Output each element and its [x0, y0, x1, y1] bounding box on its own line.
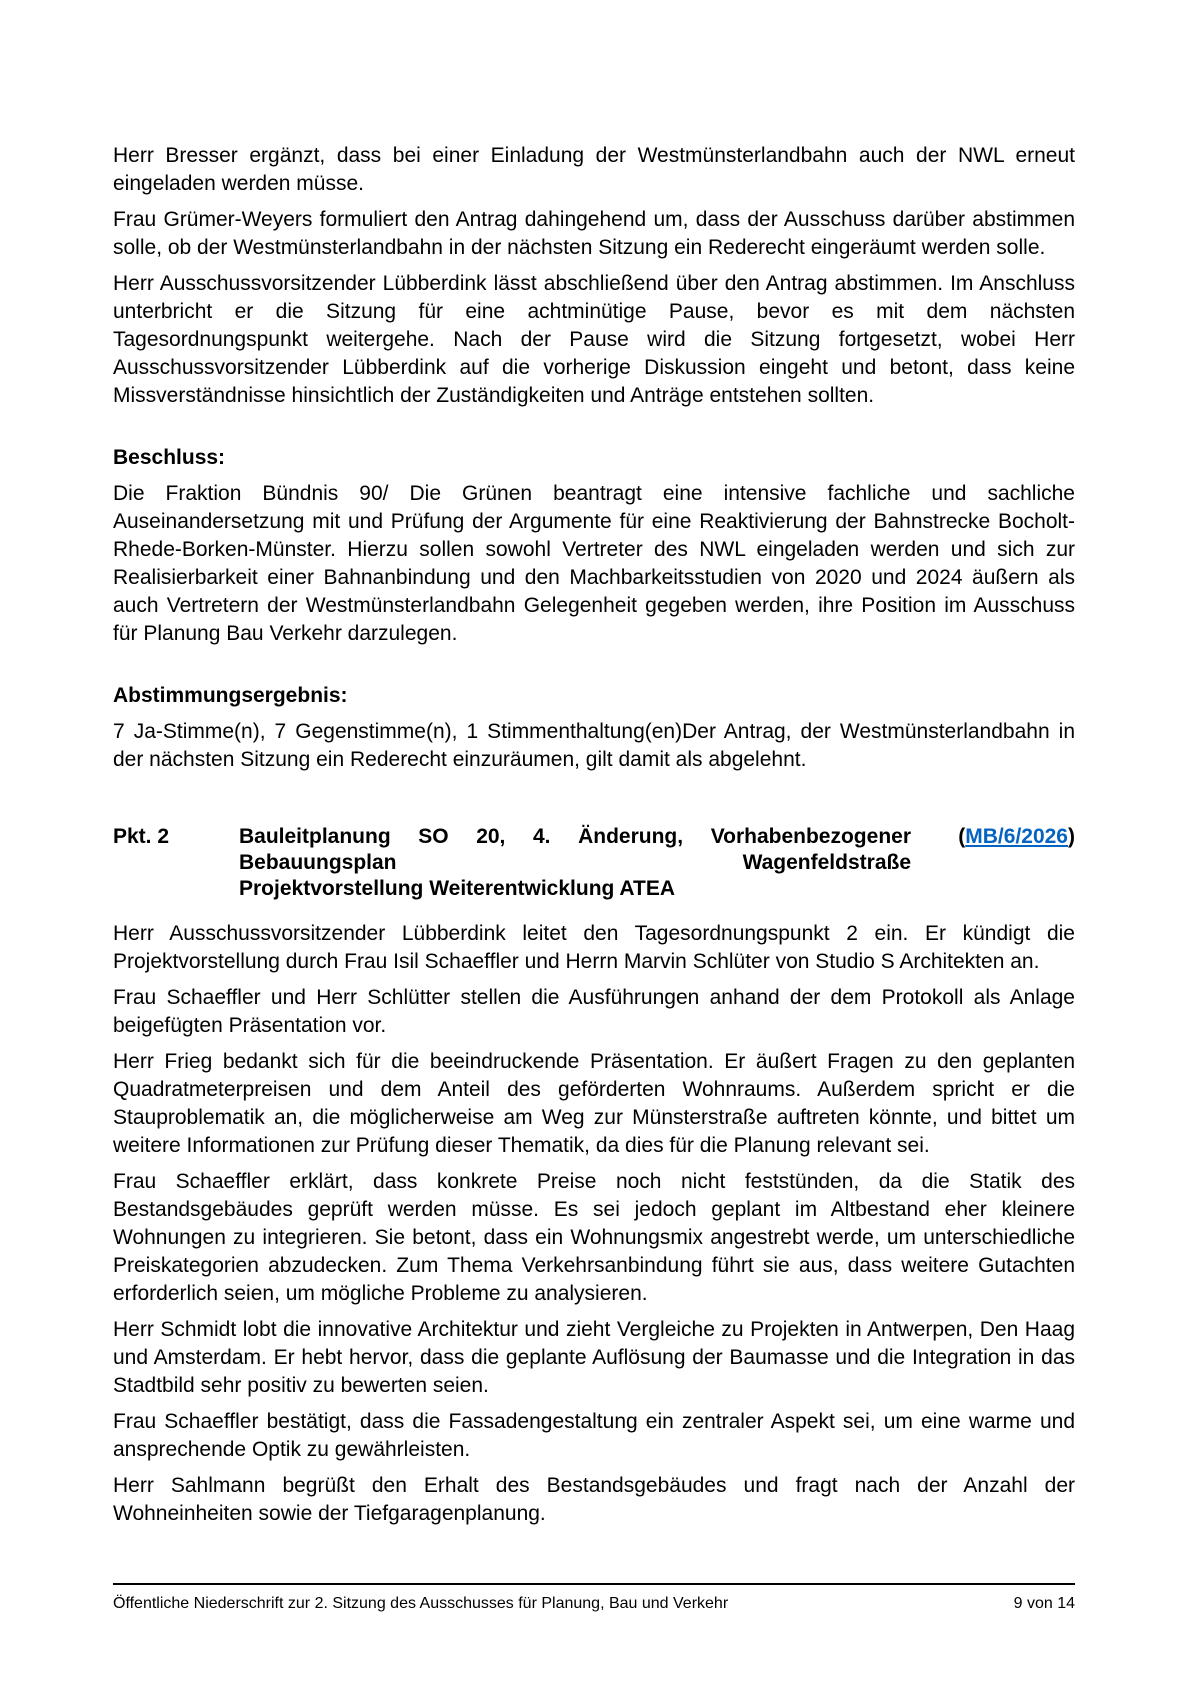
reference-close-paren: ) — [1068, 825, 1075, 848]
paragraph-luebberdink-abstimmung: Herr Ausschussvorsitzender Lübberdink lässt abschließend über den Antrag abstimmen. Im Anschluss unterbricht er die Sitzung für eine achtminütige Pause, bevor es mit dem nächsten Tagesordnungspunkt weitergehe. Nach der Pause wird die Sitzung fortgesetzt, wobei Herr Ausschussvorsitzender Lübberdink auf die vorherige Diskussion eingeht und betont, dass keine Missverständnisse hinsichtlich der Zuständigkeiten und Anträge entstehen sollten. — [113, 272, 1075, 407]
document-content — [113, 142, 1075, 1536]
page-footer — [113, 1583, 1075, 1614]
paragraph-schmidt-architektur: Herr Schmidt lobt die innovative Architektur und zieht Vergleiche zu Projekten in Antwerpen, Den Haag und Amsterdam. Er hebt hervor, dass die geplante Auflösung der Baumasse und die Integration in das Stadtbild sehr positiv zu bewerten seien. — [113, 1318, 1075, 1397]
paragraph-gruemer-weyers: Frau Grümer-Weyers formuliert den Antrag dahingehend um, dass der Ausschuss darüber abstimmen solle, ob der Westmünsterlandbahn in der nächsten Sitzung ein Rederecht eingeräumt werden solle. — [113, 208, 1075, 259]
paragraph-frieg-fragen: Herr Frieg bedankt sich für die beeindruckende Präsentation. Er äußert Fragen zu den geplanten Quadratmeterpreisen und dem Anteil des geförderten Wohnraums. Außerdem spricht er die Stauproblematik an, die möglicherweise am Weg zur Münsterstraße auftreten könnte, und bittet um weitere Informationen zur Prüfung dieser Thematik, da dies für die Planung relevant sei. — [113, 1050, 1075, 1157]
paragraph-schaeffler-schluetter-praesentation: Frau Schaeffler und Herr Schlütter stellen die Ausführungen anhand der dem Protokoll als Anlage beigefügten Präsentation vor. — [113, 986, 1075, 1037]
paragraph-bresser: Herr Bresser ergänzt, dass bei einer Einladung der Westmünsterlandbahn auch der NWL erneut eingeladen werden müsse. — [113, 144, 1075, 195]
agenda-item-2-reference — [958, 824, 1075, 850]
footer-document-title: Öffentliche Niederschrift zur 2. Sitzung des Ausschusses für Planung, Bau und Verkehr — [113, 1595, 729, 1612]
paragraph-schaeffler-preise: Frau Schaeffler erklärt, dass konkrete Preise noch nicht feststünden, da die Statik des Bestandsgebäudes geprüft werden müsse. Es sei jedoch geplant im Altbestand eher kleinere Wohnungen zu integrieren. Sie betont, dass ein Wohnungsmix angestrebt werde, um unterschiedliche Preiskategorien abzudecken. Zum Thema Verkehrsanbindung führt sie aus, dass weitere Gutachten erforderlich seien, um mögliche Probleme zu analysieren. — [113, 1170, 1075, 1305]
abstimmungsergebnis-heading: Abstimmungsergebnis: — [113, 684, 348, 707]
agenda-item-2 — [113, 824, 1075, 902]
paragraph-schaeffler-fassade: Frau Schaeffler bestätigt, dass die Fassadengestaltung ein zentraler Aspekt sei, um eine warme und ansprechende Optik zu gewährleisten. — [113, 1410, 1075, 1461]
beschluss-text: Die Fraktion Bündnis 90/ Die Grünen beantragt eine intensive fachliche und sachliche Auseinandersetzung mit und Prüfung der Argumente für eine Reaktivierung der Bahnstrecke Bocholt-Rhede-Borken-Münster. Hierzu sollen sowohl Vertreter des NWL eingeladen werden und sich zur Realisierbarkeit einer Bahnanbindung und den Machbarkeitsstudien von 2020 und 2024 äußern als auch Vertretern der Westmünsterlandbahn Gelegenheit gegeben werden, ihre Position im Ausschuss für Planung Bau Verkehr darzulegen. — [113, 482, 1075, 645]
agenda-item-2-title-line1: Bauleitplanung SO 20, 4. Änderung, Vorhabenbezogener Bebauungsplan Wagenfeldstraße — [239, 825, 911, 874]
beschluss-heading: Beschluss: — [113, 446, 226, 469]
agenda-item-2-title — [239, 824, 911, 902]
agenda-item-2-title-line2: Projektvorstellung Weiterentwicklung ATEA — [239, 877, 676, 900]
paragraph-luebberdink-top2: Herr Ausschussvorsitzender Lübberdink leitet den Tagesordnungspunkt 2 ein. Er kündigt die Projektvorstellung durch Frau Isil Schaeffler und Herrn Marvin Schlüter von Studio S Architekten an. — [113, 922, 1075, 973]
paragraph-sahlmann-bestand: Herr Sahlmann begrüßt den Erhalt des Bestandsgebäudes und fragt nach der Anzahl der Wohneinheiten sowie der Tiefgaragenplanung. — [113, 1474, 1075, 1525]
abstimmungsergebnis-text: 7 Ja-Stimme(n), 7 Gegenstimme(n), 1 Stimmenthaltung(en)Der Antrag, der Westmünsterlandbahn in der nächsten Sitzung ein Rederecht einzuräumen, gilt damit als abgelehnt. — [113, 720, 1075, 771]
vorlage-link[interactable]: MB/6/2026 — [965, 825, 1068, 848]
agenda-item-2-label: Pkt. 2 — [113, 825, 170, 848]
reference-open-paren: ( — [958, 825, 966, 848]
footer-page-number: 9 von 14 — [1013, 1595, 1075, 1612]
